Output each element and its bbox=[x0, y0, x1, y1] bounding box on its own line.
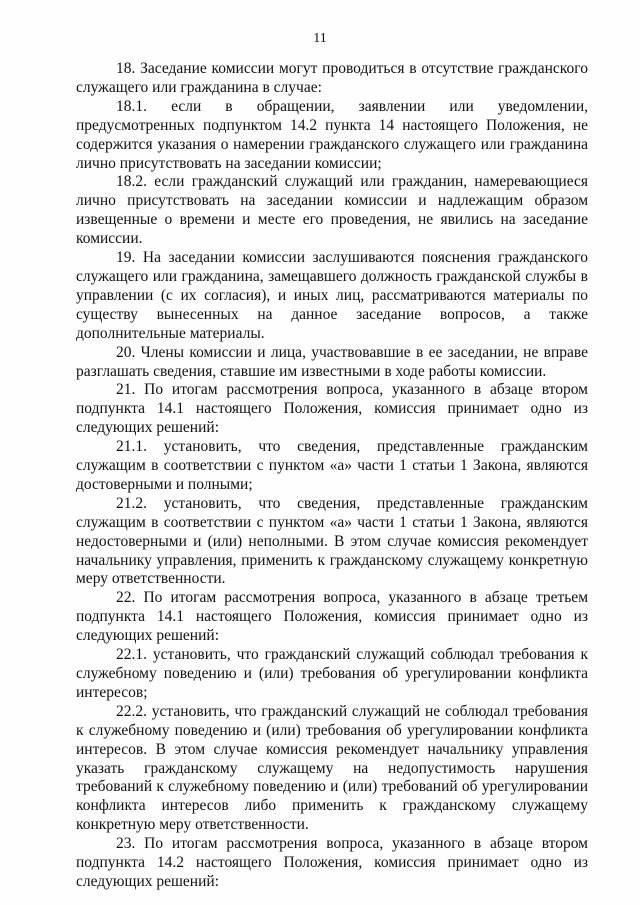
page-number: 11 bbox=[313, 31, 327, 46]
paragraph-20: 20. Члены комиссии и лица, участвовавшие в ее заседании, не вправе разглашать сведения, ставшие им известными в ходе работы комиссии. bbox=[76, 343, 588, 380]
paragraph-22-2: 22.2. установить, что гражданский служащий не соблюдал требования к служебному поведению и (или) требования об урегулировании конфликта интересов. В этом случае комиссия рекомендует начальнику управления указать гражданскому служащему на недопустимость нарушения требований к служебному поведению и (или) требований об урегулировании конфликта интересов либо применить к гражданскому служащему конкретную меру ответственности. bbox=[76, 702, 588, 834]
paragraph-22-1: 22.1. установить, что гражданский служащий соблюдал требования к служебному поведению и (или) требования об урегулировании конфликта интересов; bbox=[76, 646, 588, 701]
paragraph-18-1: 18.1. если в обращении, заявлении или уведомлении, предусмотренных подпунктом 14.2 пункта 14 настоящего Положения, не содержится указания о намерении гражданского служащего или гражданина лично присутствовать на заседании комиссии; bbox=[76, 97, 588, 172]
paragraph-21-1: 21.1. установить, что сведения, представленные гражданским служащим в соответствии с пунктом «а» части 1 статьи 1 Закона, являются достоверными и полными; bbox=[76, 438, 588, 493]
paragraph-18: 18. Заседание комиссии могут проводиться в отсутствие гражданского служащего или гражданина в случае: bbox=[76, 60, 588, 96]
paragraph-21-2: 21.2. установить, что сведения, представленные гражданским служащим в соответствии с пунктом «а» части 1 статьи 1 Закона, являются недостоверными и (или) неполными. В этом случае комиссия рекомендует начальнику управления, применить к гражданскому служащему конкретную меру ответственности. bbox=[76, 494, 588, 588]
paragraph-21: 21. По итогам рассмотрения вопроса, указанного в абзаце втором подпункта 14.1 настоящего Положения, комиссия принимает одно из следующих решений: bbox=[76, 381, 588, 437]
document-body bbox=[76, 60, 588, 892]
paragraph-23: 23. По итогам рассмотрения вопроса, указанного в абзаце втором подпункта 14.2 настоящего Положения, комиссия принимает одно из следующих решений: bbox=[76, 835, 588, 890]
paragraph-22: 22. По итогам рассмотрения вопроса, указанного в абзаце третьем подпункта 14.1 настоящего Положения, комиссия принимает одно из следующих решений: bbox=[76, 589, 588, 645]
paragraph-19: 19. На заседании комиссии заслушиваются пояснения гражданского служащего или гражданина, замещавшего должность гражданской службы в управлении (с их согласия), и иных лиц, рассматриваются материалы по существу вынесенных на данное заседание вопросов, а также дополнительные материалы. bbox=[76, 249, 588, 342]
paragraph-18-2: 18.2. если гражданский служащий или гражданин, намеревающиеся лично присутствовать на заседании комиссии и надлежащим образом извещенные о времени и месте его проведения, не явились на заседание комиссии. bbox=[76, 173, 588, 248]
